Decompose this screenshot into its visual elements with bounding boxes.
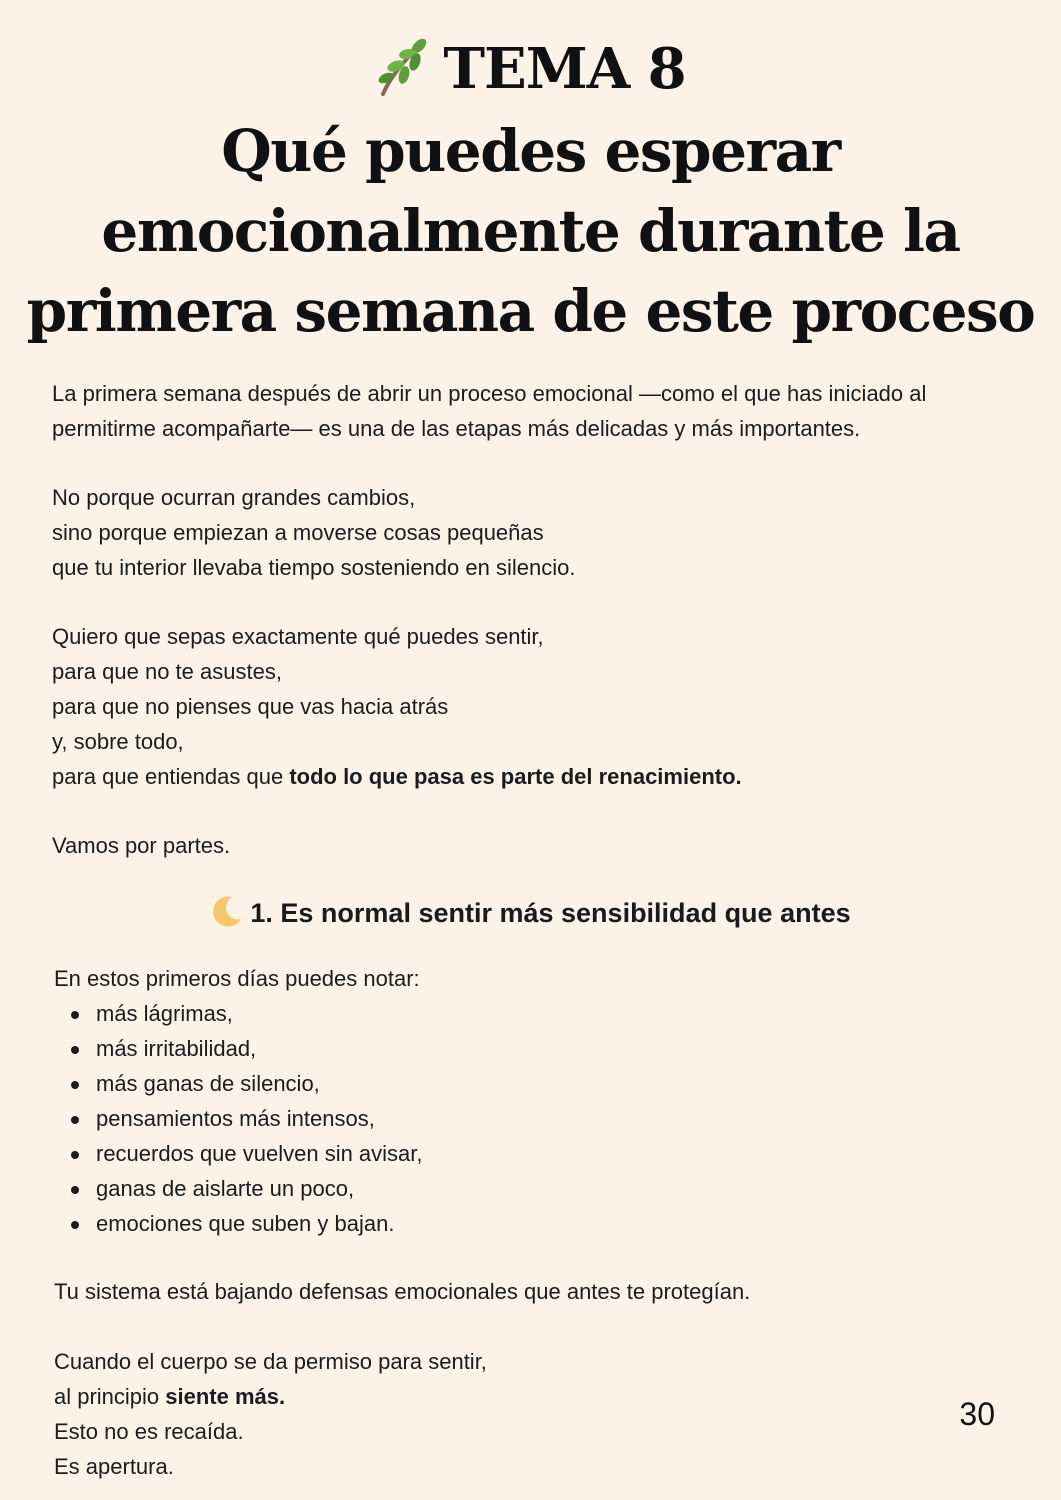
text-line xyxy=(52,759,742,794)
plain-text: al principio xyxy=(54,1384,166,1409)
text-line: Cuando el cuerpo se da permiso para sentir, xyxy=(54,1349,487,1374)
bold-text: siente más. xyxy=(165,1384,286,1409)
list-item: emociones que suben y bajan. xyxy=(60,1206,423,1241)
text-line xyxy=(54,1379,487,1414)
list-item: más ganas de silencio, xyxy=(60,1066,423,1101)
title-line-3: primera semana de este proceso xyxy=(26,277,1035,345)
intro-paragraph-2 xyxy=(52,480,575,585)
plain-text: para que entiendas que xyxy=(52,764,290,789)
text-line: sino porque empiezan a moverse cosas pequeñas xyxy=(52,520,544,545)
text-line: En estos primeros días puedes notar: xyxy=(54,966,420,991)
intro-paragraph-4 xyxy=(52,828,230,863)
list-item: pensamientos más intensos, xyxy=(60,1101,423,1136)
section-1-lead xyxy=(54,961,420,996)
symptom-list xyxy=(60,996,423,1241)
text-line: La primera semana después de abrir un proceso emocional —como el que has iniciado al xyxy=(52,381,927,406)
text-line: permitirme acompañarte— es una de las etapas más delicadas y más importantes. xyxy=(52,416,861,441)
text-line: Vamos por partes. xyxy=(52,833,231,858)
text-line: Esto no es recaída. xyxy=(54,1419,244,1444)
list-item: recuerdos que vuelven sin avisar, xyxy=(60,1136,423,1171)
section-1-title: 1. Es normal sentir más sensibilidad que antes xyxy=(250,898,851,928)
text-line: y, sobre todo, xyxy=(52,729,184,754)
tema-label: TEMA 8 xyxy=(443,36,686,102)
list-item: más irritabilidad, xyxy=(60,1031,423,1066)
defensas-paragraph xyxy=(54,1274,750,1309)
section-1-heading xyxy=(0,893,1061,933)
text-line: para que no te asustes, xyxy=(52,659,282,684)
text-line: Tu sistema está bajando defensas emocionales que antes te protegían. xyxy=(54,1279,751,1304)
closing-paragraph xyxy=(54,1344,487,1484)
page-number: 30 xyxy=(959,1396,995,1432)
tema-heading xyxy=(0,34,1061,104)
title-line-2: emocionalmente durante la xyxy=(101,197,960,265)
intro-paragraph-3 xyxy=(52,619,742,794)
crescent-moon-icon xyxy=(210,894,244,928)
text-line: para que no pienses que vas hacia atrás xyxy=(52,694,449,719)
bold-text: todo lo que pasa es parte del renacimiento. xyxy=(289,764,742,789)
intro-paragraph-1 xyxy=(52,376,926,446)
list-item: ganas de aislarte un poco, xyxy=(60,1171,423,1206)
text-line: No porque ocurran grandes cambios, xyxy=(52,485,416,510)
leaf-icon xyxy=(375,36,431,96)
text-line: Quiero que sepas exactamente qué puedes sentir, xyxy=(52,624,544,649)
title-line-1: Qué puedes esperar xyxy=(221,117,840,185)
text-line: Es apertura. xyxy=(54,1454,174,1479)
text-line: que tu interior llevaba tiempo sosteniendo en silencio. xyxy=(52,555,576,580)
list-item: más lágrimas, xyxy=(60,996,423,1031)
